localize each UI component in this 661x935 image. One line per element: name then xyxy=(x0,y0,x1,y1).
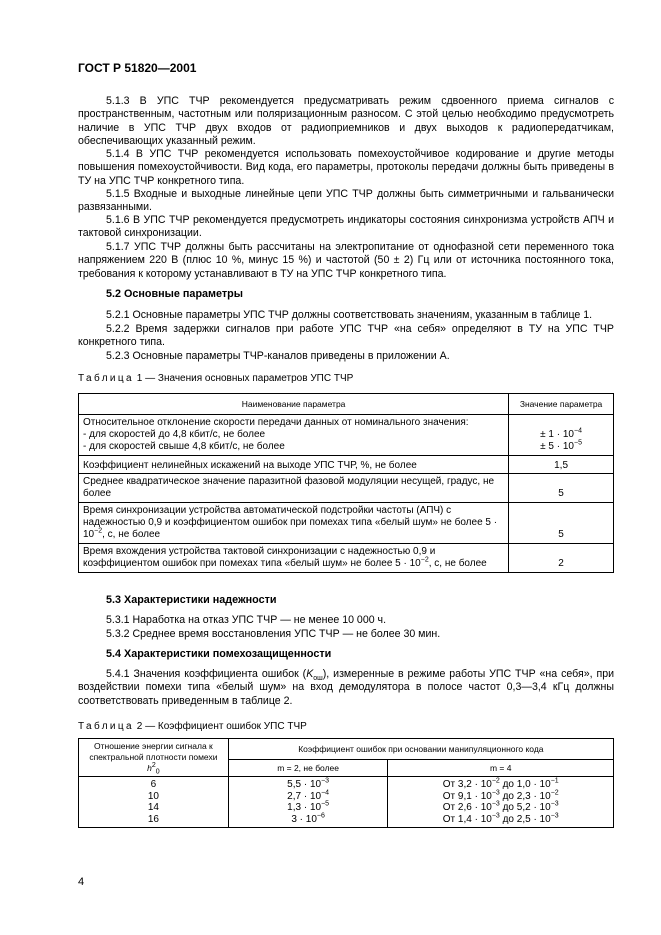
table1-exponent: −5 xyxy=(573,439,582,447)
table2-m2-value: 1,3 · 10 xyxy=(287,802,322,813)
table2-exponent: −2 xyxy=(491,777,500,785)
table1-value: 5 xyxy=(509,503,614,544)
table2-header-ratio xyxy=(79,739,229,777)
table1-cell: , с, не более xyxy=(428,558,487,569)
table2-m4-from: От 1,4 · 10 xyxy=(442,813,492,825)
table2-ratio: 14 xyxy=(147,802,159,813)
h-symbol: h xyxy=(147,763,152,773)
paragraph-5-3-1: 5.3.1 Наработка на отказ УПС ТЧР — не менее 10 000 ч. xyxy=(106,614,387,626)
table2-m4-from: От 2,6 · 10 xyxy=(442,802,492,813)
table2-ratio: 6 xyxy=(150,779,157,790)
table2-m4-to: до 2,5 · 10 xyxy=(499,813,551,825)
table1-row xyxy=(79,474,614,503)
table1-value: 1,5 xyxy=(509,456,614,474)
paragraph-5-2-2: 5.2.2 Время задержки сигналов при работе УПС ТЧР «на себя» определяют в ТУ на УПС ТЧР конкретного типа. xyxy=(78,323,614,349)
table2-header-group: Коэффициент ошибок при основании манипуляционного кода xyxy=(228,739,613,760)
table1-caption-text: 1 — Значения основных параметров УПС ТЧР xyxy=(134,373,354,384)
paragraph-5-1-3: 5.1.3 В УПС ТЧР рекомендуется предусматривать режим сдвоенного приема сигналов с пространственным, частотным или поляризационным разносом. С этой целью необходимо предусмотреть наличие в УПС ТЧР двух входов от радиоприемников и двух выходов к радиопередатчикам, обеспечивающих указанный режим. xyxy=(78,95,614,148)
table1-value: 5 xyxy=(509,474,614,503)
table1-value: ± 5 · 10 xyxy=(540,441,574,452)
table-1 xyxy=(78,393,614,573)
paragraph-5-4-1 xyxy=(78,668,614,708)
paragraph-5-2-1: 5.2.1 Основные параметры УПС ТЧР должны соответствовать значениям, указанным в таблице 1. xyxy=(106,309,593,321)
table1-cell: Относительное отклонение скорости передачи данных от номинального значения: xyxy=(83,417,469,428)
table2-ratio: 16 xyxy=(147,813,159,825)
paragraph-5-4-1-part: ), измеренные в режиме работы УПС ТЧР «на себя», при воздействии помехи типа «белый шум» на вход демодулятора в полосе частот 0,3—3,4 кГц должны соответствовать приведенным в таблице 2. xyxy=(78,668,614,707)
table1-value: 2 xyxy=(509,544,614,573)
table2-m4-from: От 3,2 · 10 xyxy=(442,779,492,790)
table2-ratio: 10 xyxy=(147,790,159,802)
paragraph-5-1-6: 5.1.6 В УПС ТЧР рекомендуется предусмотреть индикаторы состояния синхронизма устройств АПЧ и тактовой синхронизации. xyxy=(78,214,614,240)
section-heading-5-2: 5.2 Основные параметры xyxy=(106,288,243,300)
paragraph-5-4-1-part: 5.4.1 Значения коэффициента ошибок ( xyxy=(106,668,307,680)
table2-exponent: −3 xyxy=(550,812,559,820)
table2-m4-to: до 2,3 · 10 xyxy=(499,790,551,802)
table1-row xyxy=(79,415,614,456)
table1-caption-word: Таблица xyxy=(78,373,135,384)
table1-cell: Время вхождения устройства тактовой синхронизации с надежностью 0,9 и коэффициентом ошибок при помехах типа «белый шум» не более 5 · 10 xyxy=(83,546,436,569)
table2-m4-to: до 5,2 · 10 xyxy=(499,802,551,813)
table1-cell: - для скоростей до 4,8 кбит/с, не более xyxy=(83,429,266,440)
table1-cell: , с, не более xyxy=(102,529,161,540)
paragraph-5-1-4: 5.1.4 В УПС ТЧР рекомендуется использовать помехоустойчивое кодирование и другие методы повышения помехоустойчивости. Вид кода, его параметры, протоколы передачи должны быть приведены в ТУ на УПС ТЧР конкретного типа. xyxy=(78,148,614,187)
table1-exponent: −2 xyxy=(420,556,429,564)
page-number: 4 xyxy=(78,876,85,888)
table2-header-m4: m = 4 xyxy=(388,760,614,777)
table2-exponent: −4 xyxy=(321,789,330,797)
table2-caption xyxy=(78,721,307,732)
table2-header-m2: m = 2, не более xyxy=(228,760,388,777)
table2-m4-to: до 1,0 · 10 xyxy=(499,779,551,790)
table1-cell: Среднее квадратическое значение паразитной фазовой модуляции несущей, градус, не более xyxy=(79,474,509,503)
table2-m2-value: 5,5 · 10 xyxy=(287,779,322,790)
table1-cell: Время синхронизации устройства автоматической подстройки частоты (АПЧ) с надежностью 0,9 и коэффициентом ошибок при помехах типа «белый шум» не более 5 · 10 xyxy=(83,505,498,540)
table-2 xyxy=(78,738,614,828)
section-heading-5-4: 5.4 Характеристики помехозащищенности xyxy=(106,648,332,660)
table1-row xyxy=(79,503,614,544)
table2-exponent: −2 xyxy=(550,789,559,797)
table2-exponent: −6 xyxy=(316,812,325,820)
table1-exponent: −4 xyxy=(573,427,582,435)
table2-exponent: −3 xyxy=(550,800,559,808)
k-subscript: ош xyxy=(313,675,323,683)
h-subscript: 0 xyxy=(155,768,160,776)
paragraph-5-2-3: 5.2.3 Основные параметры ТЧР-каналов приведены в приложении А. xyxy=(106,350,450,362)
table1-cell: - для скоростей свыше 4,8 кбит/с, не более xyxy=(83,441,285,452)
table2-exponent: −3 xyxy=(321,777,330,785)
document-header: ГОСТ Р 51820—2001 xyxy=(78,61,197,75)
table1-header-name: Наименование параметра xyxy=(79,394,509,415)
table2-exponent: −5 xyxy=(321,800,330,808)
table2-m4-from: От 9,1 · 10 xyxy=(442,790,492,802)
table1-row xyxy=(79,544,614,573)
table1-exponent: −2 xyxy=(94,527,103,535)
table2-exponent: −1 xyxy=(550,777,559,785)
table2-body xyxy=(79,777,614,828)
paragraph-5-1-5: 5.1.5 Входные и выходные линейные цепи УПС ТЧР должны быть симметричными и гальванически развязанными. xyxy=(78,188,614,214)
h-superscript: 2 xyxy=(151,762,156,770)
table2-exponent: −3 xyxy=(491,812,500,820)
table2-m2-value: 3 · 10 xyxy=(291,813,317,825)
table1-cell: Коэффициент нелинейных искажений на выходе УПС ТЧР, %, не более xyxy=(79,456,509,474)
table2-exponent: −3 xyxy=(491,800,500,808)
paragraph-5-3-2: 5.3.2 Среднее время восстановления УПС ТЧР — не более 30 мин. xyxy=(106,628,441,640)
table2-caption-text: 2 — Коэффициент ошибок УПС ТЧР xyxy=(134,721,307,732)
k-symbol: K xyxy=(306,668,314,680)
table1-value: ± 1 · 10 xyxy=(540,429,574,440)
section-heading-5-3: 5.3 Характеристики надежности xyxy=(106,594,277,606)
table1-row xyxy=(79,456,614,474)
table1-caption xyxy=(78,373,353,384)
table2-header-ratio-text: Отношение энергии сигнала к спектральной плотности помехи xyxy=(89,741,218,762)
table1-header-value: Значение параметра xyxy=(509,394,614,415)
table2-m2-value: 2,7 · 10 xyxy=(287,790,322,802)
table2-caption-word: Таблица xyxy=(78,721,135,732)
paragraph-5-1-7: 5.1.7 УПС ТЧР должны быть рассчитаны на электропитание от однофазной сети переменного тока напряжением 220 В (плюс 10 %, минус 15 %) и частотой (50 ± 2) Гц или от источника постоянного тока, требования к которому устанавливают в ТУ на УПС ТЧР конкретного типа. xyxy=(78,241,614,280)
table2-exponent: −3 xyxy=(491,789,500,797)
